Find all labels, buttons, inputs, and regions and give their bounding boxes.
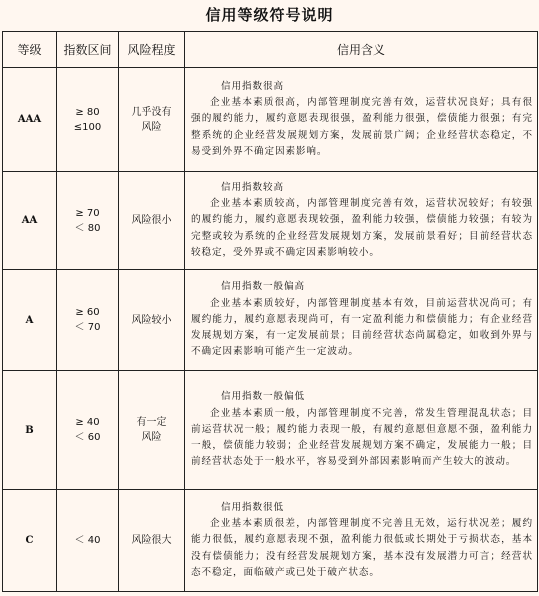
header-grade: 等级 [3, 32, 57, 68]
meaning-body: 企业基本素质较高，内部管理制度完善有效，运营状况较好；有较强的履约能力，履约意愿表现较强，盈利能力较强，偿债能力较强；有较为完整或较为系统的企业经营发展规划方案，发展前景看好；目前经营状态较稳定，受外界或不确定因素影响较小。 [191, 198, 533, 258]
header-risk: 风险程度 [119, 32, 185, 68]
risk-top: 风险很大 [131, 535, 172, 546]
range-cell [57, 68, 119, 172]
risk-top: 风险很小 [131, 215, 172, 226]
grade-cell: B [3, 371, 57, 490]
risk-top: 有一定 [136, 417, 167, 428]
range-top: ≥ 70 [75, 207, 100, 219]
range-cell [57, 172, 119, 270]
meaning-title: 信用指数一般偏低 [221, 391, 305, 403]
table-row [3, 68, 538, 172]
table-row [3, 172, 538, 270]
grade-cell: A [3, 270, 57, 371]
table-row [3, 371, 538, 490]
meaning-body: 企业基本素质很差，内部管理制度不完善且无效，运行状况差；履约能力很低，履约意愿表现不强，盈利能力很低或长期处于亏损状态，基本没有偿债能力；没有经营发展规划方案，基本没有发展潜力可言；经营状态不稳定，面临破产或已处于破产状态。 [191, 518, 533, 578]
header-meaning: 信用含义 [185, 32, 538, 68]
range-bottom: ≤100 [73, 121, 102, 133]
meaning-cell [185, 371, 538, 490]
range-top: ≥ 80 [75, 106, 100, 118]
meaning-body: 企业基本素质一般，内部管理制度不完善，常发生管理混乱状态；目前运营状况一般；履约能力表现一般，有履约意愿但意愿不强，盈利能力一般，偿债能力较弱；企业经营发展规划方案不确定，发展能力一般；目前经营状态处于一般水平，容易受到外部因素影响而产生较大的波动。 [191, 407, 533, 468]
meaning-title: 信用指数一般偏高 [221, 281, 305, 293]
meaning-cell [185, 490, 538, 592]
risk-cell [119, 172, 185, 270]
range-top: ≥ 60 [75, 307, 100, 318]
risk-cell [119, 270, 185, 371]
grade-cell: AAA [3, 68, 57, 172]
meaning-cell [185, 172, 538, 270]
meaning-title: 信用指数很低 [221, 501, 284, 513]
table-row [3, 270, 538, 371]
page-title: 信用等级符号说明 [205, 6, 334, 24]
range-top: ＜ 40 [74, 535, 101, 546]
risk-top: 几乎没有 [131, 106, 172, 118]
range-top: ≥ 40 [75, 417, 100, 428]
meaning-title: 信用指数较高 [221, 181, 284, 193]
risk-top: 风险较小 [131, 314, 172, 326]
range-bottom: ＜ 60 [74, 432, 101, 443]
range-bottom: ＜ 80 [74, 222, 101, 234]
table-header-row [3, 32, 538, 68]
risk-bottom: 风险 [141, 432, 162, 443]
meaning-body: 企业基本素质较好，内部管理制度基本有效，目前运营状况尚可；有履约能力，履约意愿表现尚可，有一定盈利能力和偿债能力；有企业经营发展规划方案，有一定发展前景；目前经营状态尚属稳定，如收到外界与不确定因素影响可能产生一定波动。 [191, 297, 533, 358]
meaning-cell [185, 270, 538, 371]
header-range: 指数区间 [57, 32, 119, 68]
range-cell [57, 371, 119, 490]
table-row [3, 490, 538, 592]
meaning-body: 企业基本素质很高，内部管理制度完善有效，运营状况良好；具有很强的履约能力，履约意愿表现很强，盈利能力很强，偿债能力很强；有完整系统的企业经营发展规划方案，发展前景广阔；企业经营状态稳定，不易受到外界不确定因素影响。 [191, 97, 533, 157]
meaning-cell [185, 68, 538, 172]
range-cell [57, 490, 119, 592]
range-cell [57, 270, 119, 371]
risk-cell [119, 490, 185, 592]
risk-bottom: 风险 [141, 121, 162, 133]
risk-cell [119, 68, 185, 172]
grade-cell: AA [3, 172, 57, 270]
range-bottom: ＜ 70 [74, 322, 101, 333]
risk-cell [119, 371, 185, 490]
credit-rating-table [2, 31, 538, 592]
grade-cell: C [3, 490, 57, 592]
meaning-title: 信用指数很高 [221, 80, 284, 92]
